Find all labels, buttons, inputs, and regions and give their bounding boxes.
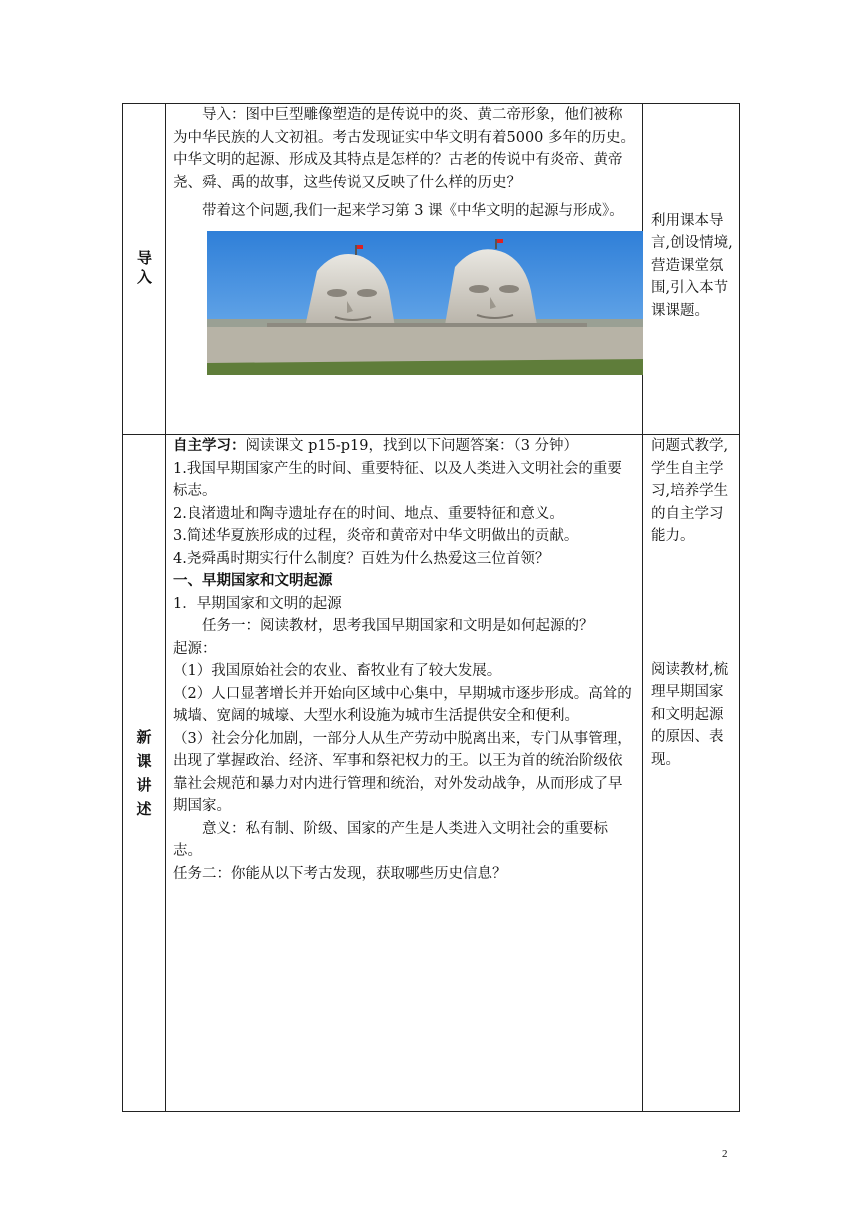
task-2: 任务二：你能从以下考古发现，获取哪些历史信息？	[173, 865, 507, 882]
intro-label	[123, 104, 166, 435]
origin-3: （3）社会分化加剧，一部分人从生产劳动中脱离出来，专门从事管理，出现了掌握政治、经济、军事和祭祀权力的王。以王为首的统治阶级依靠社会规范和暴力对内进行管理和统治，对外发动战争，从而形成了早期国家。	[173, 730, 632, 814]
lecture-note-1: 问题式教学,学生自主学习,培养学生的自主学习能力。	[651, 438, 729, 544]
subsection-title: 1．早期国家和文明的起源	[173, 595, 342, 612]
intro-paragraph-1: 导入：图中巨型雕像塑造的是传说中的炎、黄二帝形象，他们被称为中华民族的人文初祖。考古发现证实中华文明有着5000 多年的历史。中华文明的起源、形成及其特点是怎样的？古老的传说中有炎帝、黄帝尧、舜、禹的故事，这些传说又反映了什么样的历史？	[173, 107, 636, 191]
lecture-content	[166, 435, 643, 1112]
intro-paragraph-2: 带着这个问题,我们一起来学习第 3 课《中华文明的起源与形成》。	[202, 203, 624, 219]
origin-1: （1）我国原始社会的农业、畜牧业有了较大发展。	[173, 663, 502, 679]
intro-note: 利用课本导言,创设情境,营造课堂氛围,引入本节课课题。	[651, 212, 733, 319]
origin-label: 起源：	[173, 640, 217, 657]
question-4: 4.尧舜禹时期实行什么制度？百姓为什么热爱这三位首领？	[173, 550, 550, 567]
lecture-label	[123, 435, 166, 1112]
intro-note-cell	[643, 104, 740, 435]
lecture-row	[123, 435, 740, 1112]
statue-illustration	[207, 231, 643, 375]
meaning: 意义：私有制、阶级、国家的产生是人类进入文明社会的重要标志。	[173, 820, 608, 859]
intro-content	[166, 104, 643, 435]
section-title: 一、早期国家和文明起源	[173, 572, 333, 589]
question-1: 1.我国早期国家产生的时间、重要特征、以及人类进入文明社会的重要标志。	[173, 460, 622, 499]
self-study-label: 自主学习：	[173, 437, 246, 454]
lesson-plan-table	[122, 103, 740, 1112]
task-1: 任务一：阅读教材，思考我国早期国家和文明是如何起源的？	[202, 618, 594, 634]
question-3: 3.简述华夏族形成的过程，炎帝和黄帝对中华文明做出的贡献。	[173, 528, 579, 544]
lecture-note-2: 阅读教材,梳理早期国家和文明起源的原因、表现。	[651, 661, 729, 768]
self-study-text: 阅读课文 p15-p19，找到以下问题答案：（3 分钟）	[245, 438, 579, 454]
self-study-line	[173, 435, 636, 458]
lecture-note-cell	[643, 435, 740, 1112]
lecture-label-text: 新课讲述	[136, 728, 152, 818]
intro-row	[123, 104, 740, 435]
intro-label-text: 导入	[135, 250, 153, 288]
question-2: 2.良渚遗址和陶寺遗址存在的时间、地点、重要特征和意义。	[173, 505, 564, 522]
origin-2: （2）人口显著增长并开始向区域中心集中，早期城市逐步形成。高耸的城墙、宽阔的城壕、大型水利设施为城市生活提供安全和便利。	[173, 685, 632, 724]
statue-image	[207, 231, 643, 375]
page-number: 2	[722, 1148, 728, 1160]
